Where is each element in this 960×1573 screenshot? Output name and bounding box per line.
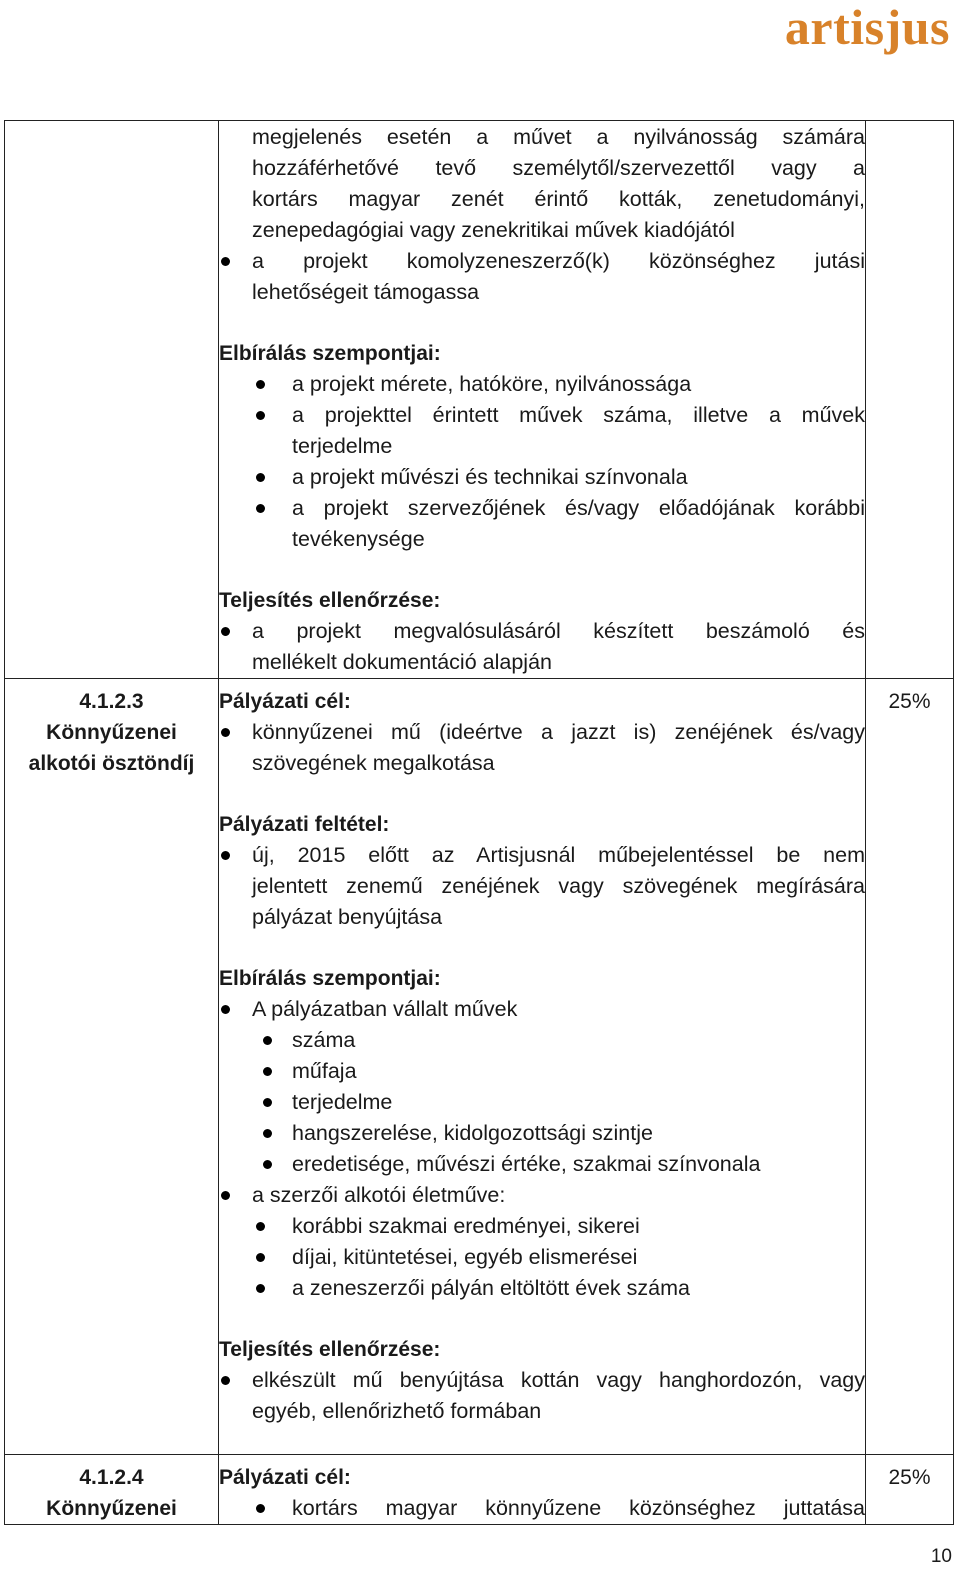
description-cell (219, 679, 866, 1455)
category-cell (5, 121, 219, 679)
list-item: elkészült mű benyújtása kottán vagy hanghordozón, vagy egyéb, ellenőrizhető formában (219, 1365, 865, 1427)
section-heading: Teljesítés ellenőrzése: (219, 1338, 441, 1361)
table-row (5, 1455, 954, 1525)
sub-list-item: hangszerelése, kidolgozottsági szintje (219, 1118, 865, 1149)
sub-list-item: a zeneszerzői pályán eltöltött évek száma (219, 1273, 865, 1304)
sub-list-item: műfaja (219, 1056, 865, 1087)
category-cell (5, 679, 219, 1455)
list-item: kortárs magyar könnyűzene közönséghez juttatása (219, 1493, 865, 1524)
section-heading: Teljesítés ellenőrzése: (219, 589, 441, 612)
table-row (5, 121, 954, 679)
intro-line: hozzáférhetővé tevő személytől/szervezettől vagy a (252, 156, 865, 180)
section-heading: Elbírálás szempontjai: (219, 967, 441, 990)
artisjus-logo: artisjus (784, 0, 950, 55)
category-code: 4.1.2.3 (79, 690, 144, 713)
section-heading: Pályázati cél: (219, 1466, 351, 1489)
list-item: a projekt megvalósulásáról készített beszámoló és mellékelt dokumentáció alapján (219, 616, 865, 678)
sub-list-item: terjedelme (219, 1087, 865, 1118)
list-item: A pályázatban vállalt művek száma műfaja terjedelme hangszerelése, kidolgozottsági szintje eredetisége, művészi értéke, szakmai színvonala (219, 994, 865, 1180)
list-item: a projekt komolyzeneszerző(k) közönséghez jutási lehetőségeit támogassa (219, 246, 865, 308)
percent-value: 25% (888, 690, 931, 713)
sub-list-item: száma (219, 1025, 865, 1056)
percent-value: 25% (888, 1466, 931, 1489)
sub-list-item: eredetisége, művészi értéke, szakmai színvonala (219, 1149, 865, 1180)
table-row (5, 679, 954, 1455)
list-item: a szerzői alkotói életműve: korábbi szakmai eredményei, sikerei díjai, kitüntetései, egyéb elismerései a zeneszerzői pályán eltöltött évek száma (219, 1180, 865, 1304)
list-item: a projekttel érintett művek száma, illetve a művek terjedelme (219, 400, 865, 462)
category-title: Könnyűzenei (46, 721, 177, 744)
section-heading: Elbírálás szempontjai: (219, 342, 441, 365)
category-code: 4.1.2.4 (79, 1466, 144, 1489)
percent-cell (866, 1455, 954, 1525)
category-title: Könnyűzenei (46, 1497, 177, 1520)
intro-line: megjelenés esetén a művet a nyilvánosság számára (252, 125, 865, 149)
percent-cell (866, 679, 954, 1455)
sub-list-item: díjai, kitüntetései, egyéb elismerései (219, 1242, 865, 1273)
section-heading: Pályázati feltétel: (219, 813, 390, 836)
criteria-table (4, 120, 954, 1525)
description-cell (219, 121, 866, 679)
description-cell (219, 1455, 866, 1525)
category-title: alkotói ösztöndíj (28, 752, 195, 775)
list-item: a projekt művészi és technikai színvonala (219, 462, 865, 493)
list-item: könnyűzenei mű (ideértve a jazzt is) zenéjének és/vagy szövegének megalkotása (219, 717, 865, 779)
category-cell (5, 1455, 219, 1525)
section-heading: Pályázati cél: (219, 690, 351, 713)
list-item: a projekt mérete, hatóköre, nyilvánossága (219, 369, 865, 400)
page-number: 10 (930, 1546, 952, 1567)
sub-list-item: korábbi szakmai eredményei, sikerei (219, 1211, 865, 1242)
list-item: új, 2015 előtt az Artisjusnál műbejelentéssel be nem jelentett zenemű zenéjének vagy szövegének megírására pályázat benyújtása (219, 840, 865, 933)
percent-cell (866, 121, 954, 679)
list-item: a projekt szervezőjének és/vagy előadójának korábbi tevékenysége (219, 493, 865, 555)
intro-line: kortárs magyar zenét érintő kották, zenetudományi, (252, 187, 865, 211)
intro-line: zenepedagógiai vagy zenekritikai művek kiadójától (252, 218, 735, 242)
